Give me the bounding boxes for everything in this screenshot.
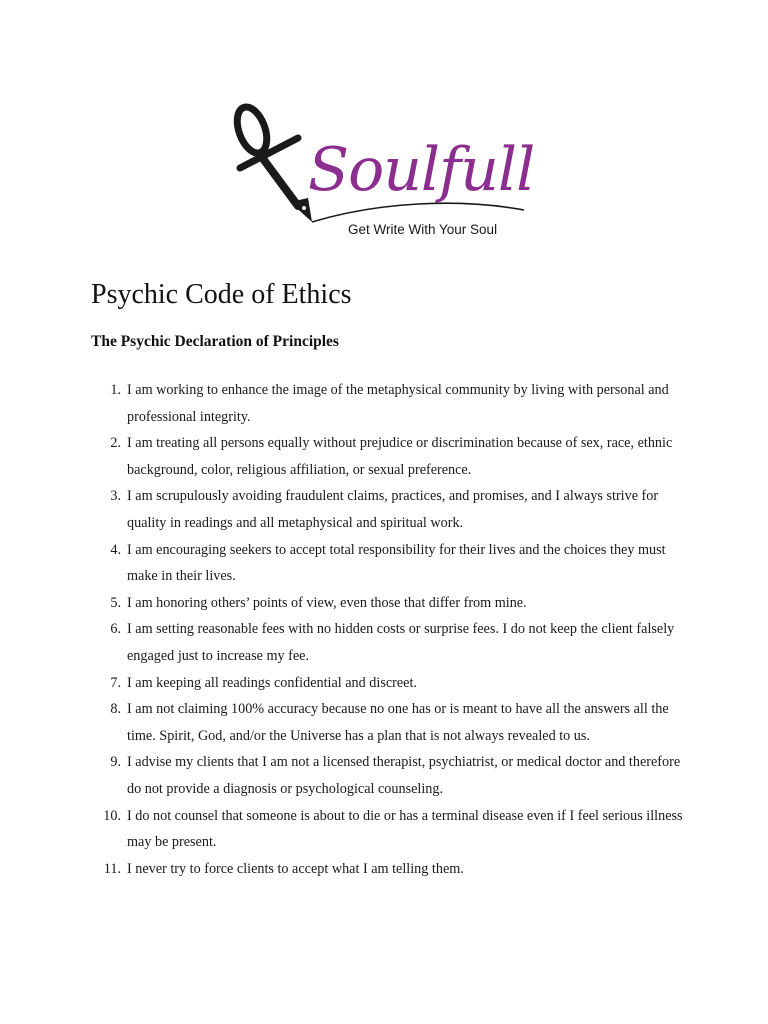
- list-item-text: I am treating all persons equally without prejudice or discrimination because of sex, race, ethnic background, color, religious affiliation, or sexual preference.: [127, 435, 673, 478]
- ankh-loop: [232, 103, 273, 157]
- list-item-number: 2.: [110, 435, 121, 452]
- swoosh-line: [312, 203, 524, 222]
- list-item-number: 7.: [110, 674, 121, 691]
- list-item: [91, 537, 691, 590]
- list-item-number: 9.: [110, 754, 121, 771]
- list-item: [91, 803, 691, 856]
- list-item-number: 5.: [110, 594, 121, 611]
- brand-tagline: Get Write With Your Soul: [348, 222, 498, 237]
- list-item-text: I advise my clients that I am not a licensed therapist, psychiatrist, or medical doctor and therefore do not provide a diagnosis or psychological counseling.: [127, 754, 681, 797]
- list-item-text: I never try to force clients to accept what I am telling them.: [127, 860, 464, 877]
- list-item: [91, 590, 691, 617]
- list-item-number: 4.: [110, 541, 121, 558]
- list-item-text: I am not claiming 100% accuracy because no one has or is meant to have all the answers all the time. Spirit, God, and/or the Universe has a plan that is not always revealed to us.: [127, 701, 669, 744]
- list-item-text: I am working to enhance the image of the metaphysical community by living with personal and professional integrity.: [127, 382, 669, 425]
- section-heading: The Psychic Declaration of Principles: [91, 333, 339, 350]
- principles-list: [91, 377, 691, 882]
- list-item-text: I am encouraging seekers to accept total responsibility for their lives and the choices they must make in their lives.: [127, 541, 666, 585]
- list-item-text: I am keeping all readings confidential and discreet.: [127, 674, 417, 691]
- list-item: [91, 430, 691, 483]
- brand-logo: [228, 98, 538, 248]
- list-item-text: I am honoring others’ points of view, even those that differ from mine.: [127, 594, 527, 611]
- list-item: [91, 749, 691, 802]
- list-item-text: I am setting reasonable fees with no hidden costs or surprise fees. I do not keep the client falsely engaged just to increase my fee.: [127, 621, 675, 664]
- page-title: Psychic Code of Ethics: [91, 279, 352, 310]
- list-item: [91, 670, 691, 697]
- list-item: [91, 856, 691, 883]
- ankh-pen-icon: [232, 103, 312, 222]
- list-item-number: 10.: [103, 807, 121, 824]
- brand-name: Soulfull: [308, 135, 535, 205]
- list-item: [91, 696, 691, 749]
- list-item-text: I do not counsel that someone is about to die or has a terminal disease even if I feel serious illness may be present.: [127, 807, 683, 851]
- pen-nib-hole: [302, 206, 306, 210]
- list-item-number: 3.: [110, 488, 121, 505]
- list-item-number: 6.: [110, 621, 121, 638]
- list-item-number: 1.: [110, 382, 121, 398]
- soulfull-logo-graphic: [228, 98, 538, 248]
- list-item-number: 8.: [110, 701, 121, 718]
- list-item: [91, 377, 691, 430]
- list-item: [91, 483, 691, 536]
- list-item-text: I am scrupulously avoiding fraudulent claims, practices, and promises, and I always strive for quality in readings and all metaphysical and spiritual work.: [127, 488, 659, 531]
- list-item: [91, 616, 691, 669]
- ankh-shaft: [261, 156, 298, 206]
- list-item-number: 11.: [103, 860, 121, 877]
